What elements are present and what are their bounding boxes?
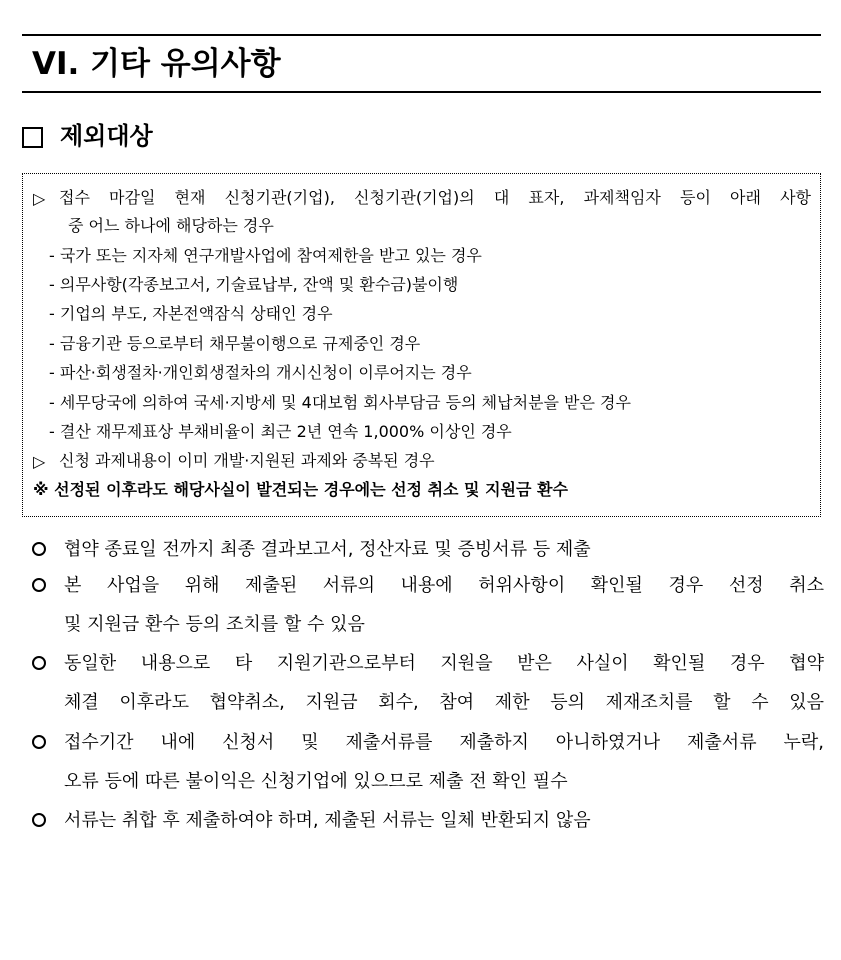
circle-bullet-icon [32, 656, 46, 670]
exclusion-sub-item: - 기업의 부도, 자본전액잠식 상태인 경우 [49, 304, 333, 323]
circle-bullet-icon [32, 735, 46, 749]
exclusion-item-line: 접수 마감일 현재 신청기관(기업), 신청기관(기업)의 대 표자, 과제책임자 등이 아래 사항 [59, 188, 811, 207]
exclusion-sub-item: - 결산 재무제표상 부채비율이 최근 2년 연속 1,000% 이상인 경우 [49, 422, 512, 441]
exclusion-note: ※ 선정된 이후라도 해당사실이 발견되는 경우에는 선정 취소 및 지원금 환수 [33, 480, 568, 499]
notice-line: 체결 이후라도 협약취소, 지원금 회수, 참여 제한 등의 제재조치를 할 수 있음 [64, 692, 824, 713]
exclusion-sub-item: - 국가 또는 지자체 연구개발사업에 참여제한을 받고 있는 경우 [49, 246, 482, 265]
notice-line: 및 지원금 환수 등의 조치를 할 수 있음 [64, 614, 365, 635]
circle-bullet-icon [32, 813, 46, 827]
circle-bullet-icon [32, 542, 46, 556]
exclusion-item-line: 중 어느 하나에 해당하는 경우 [68, 216, 274, 235]
notice-line: 협약 종료일 전까지 최종 결과보고서, 정산자료 및 증빙서류 등 제출 [64, 539, 591, 560]
exclusion-sub-item: - 세무당국에 의하여 국세·지방세 및 4대보험 회사부담금 등의 체납처분을 받은 경우 [49, 393, 631, 412]
notice-line: 접수기간 내에 신청서 및 제출서류를 제출하지 아니하였거나 제출서류 누락, [64, 732, 824, 753]
section-label: 제외대상 [60, 121, 153, 150]
triangle-bullet-icon: ▷ [33, 452, 46, 471]
section-title-bar [22, 34, 821, 93]
triangle-bullet-icon: ▷ [33, 189, 46, 208]
exclusion-box [22, 173, 821, 517]
notice-line: 본 사업을 위해 제출된 서류의 내용에 허위사항이 확인될 경우 선정 취소 [64, 575, 824, 596]
exclusion-sub-item: - 금융기관 등으로부터 채무불이행으로 규제중인 경우 [49, 334, 421, 353]
exclusion-sub-item: - 파산·회생절차·개인회생절차의 개시신청이 이루어지는 경우 [49, 363, 472, 382]
empty-square-icon [22, 127, 43, 148]
exclusion-item-line: 신청 과제내용이 이미 개발·지원된 과제와 중복된 경우 [59, 451, 435, 470]
page-title: VI. 기타 유의사항 [32, 46, 281, 82]
notice-line: 오류 등에 따른 불이익은 신청기업에 있으므로 제출 전 확인 필수 [64, 771, 568, 792]
circle-bullet-icon [32, 578, 46, 592]
notice-line: 서류는 취합 후 제출하여야 하며, 제출된 서류는 일체 반환되지 않음 [64, 810, 591, 831]
notice-line: 동일한 내용으로 타 지원기관으로부터 지원을 받은 사실이 확인될 경우 협약 [64, 653, 824, 674]
exclusion-sub-item: - 의무사항(각종보고서, 기술료납부, 잔액 및 환수금)불이행 [49, 275, 459, 294]
